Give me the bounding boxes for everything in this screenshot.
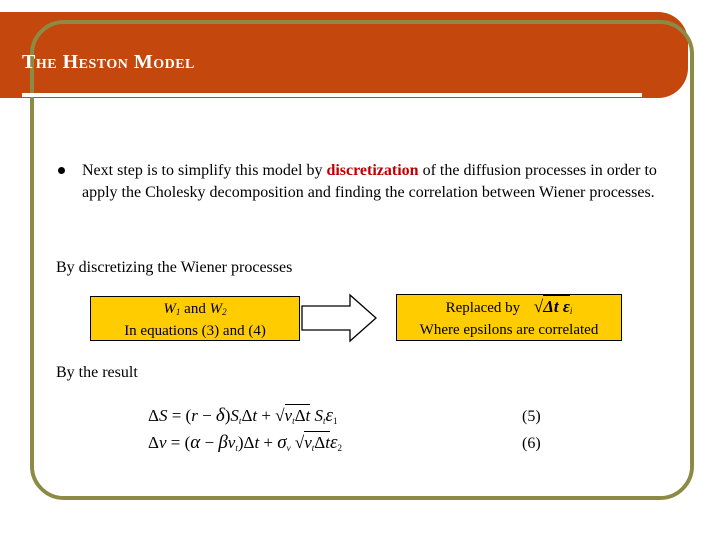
and-word: and bbox=[184, 301, 206, 317]
bullet-text bbox=[82, 160, 682, 204]
wiener-box-line2: In equations (3) and (4) bbox=[124, 323, 266, 339]
right-arrow-icon bbox=[300, 293, 380, 343]
bullet-text-before: Next step is to simplify this model by bbox=[82, 162, 327, 179]
equation-6-number: (6) bbox=[522, 435, 541, 452]
slide-title: The Heston Model bbox=[22, 51, 195, 73]
wiener-box bbox=[90, 296, 300, 341]
sqrt-dt-formula: Δt ε bbox=[543, 297, 570, 316]
wiener-box-line1 bbox=[91, 300, 299, 322]
equation-5-number: (5) bbox=[522, 408, 541, 425]
bullet-text-after: of the diffusion processes in order to apply the Cholesky decomposition and finding the correlation between Wiener processes. bbox=[82, 162, 657, 201]
replacement-box-line2: Where epsilons are correlated bbox=[419, 322, 599, 338]
w2-subscript: 2 bbox=[222, 307, 227, 317]
w1-symbol: W bbox=[163, 301, 176, 317]
discretizing-line: By discretizing the Wiener processes bbox=[56, 259, 293, 276]
sqrt-dt-epsilon: √Δt $\varepsilon_i$ bbox=[533, 297, 573, 316]
epsilon-subscript: i bbox=[569, 306, 573, 316]
equation-5: ΔS = (r − δ)StΔt + √vtΔt Stε1 bbox=[148, 405, 338, 426]
w2-symbol: W bbox=[209, 301, 223, 317]
title-divider bbox=[22, 93, 642, 97]
bullet-icon bbox=[58, 167, 65, 174]
bullet-highlight: discretization bbox=[326, 162, 419, 179]
replacement-box-line1 bbox=[397, 297, 621, 321]
replacement-box bbox=[396, 294, 622, 341]
w1-subscript: 1 bbox=[175, 307, 181, 317]
equation-6: Δv = (α − βvt)Δt + σv √vtΔtε2 bbox=[148, 432, 342, 453]
replaced-by-text: Replaced by bbox=[445, 300, 521, 316]
result-line: By the result bbox=[56, 364, 138, 381]
